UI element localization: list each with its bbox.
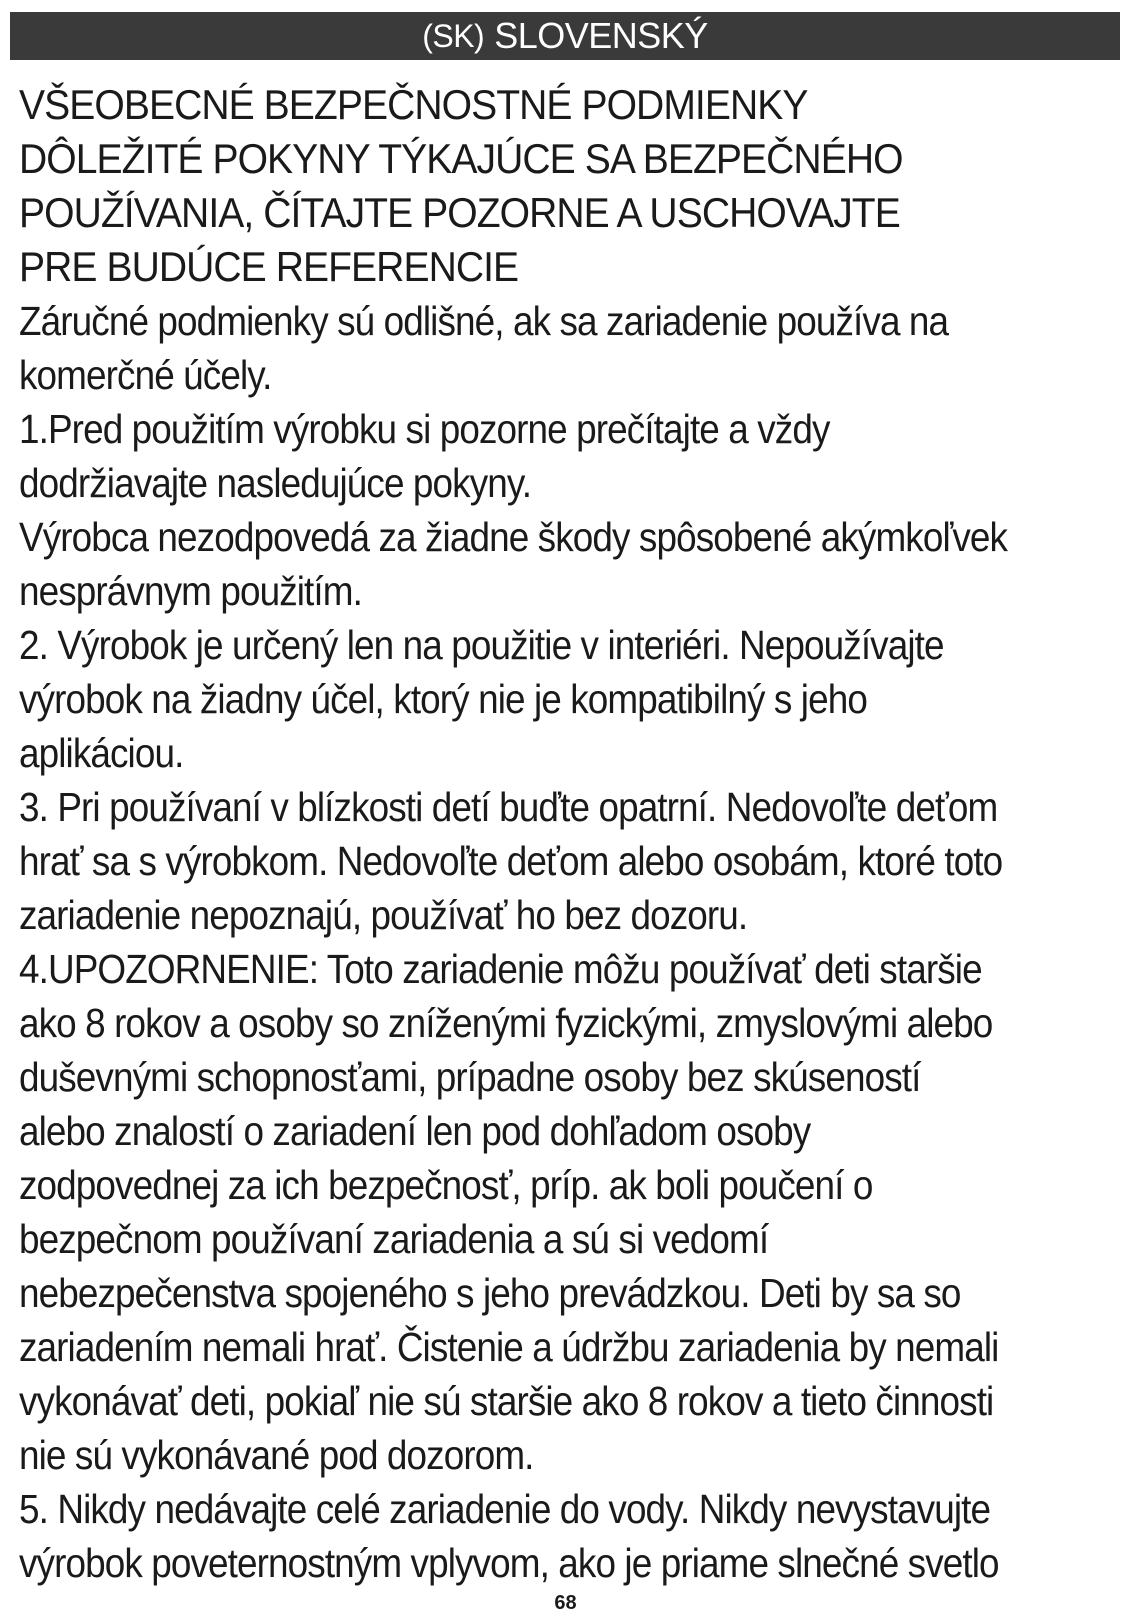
body-line: Záručné podmienky sú odlišné, ak sa zariadenie používa na <box>19 298 949 344</box>
language-code: (SK) <box>422 17 485 54</box>
body-line: nebezpečenstva spojeného s jeho prevádzkou. Deti by sa so <box>19 1270 961 1316</box>
document-body <box>19 78 1119 1590</box>
body-line: komerčné účely. <box>19 352 272 398</box>
heading-line: PRE BUDÚCE REFERENCIE <box>19 243 519 290</box>
body-line: duševnými schopnosťami, prípadne osoby bez skúseností <box>19 1054 921 1100</box>
body-line: výrobok poveternostným vplyvom, ako je priame slnečné svetlo <box>19 1540 999 1586</box>
language-title: SLOVENSKÝ <box>494 15 708 56</box>
body-line: zariadenie nepoznajú, používať ho bez dozoru. <box>19 892 748 938</box>
body-line: Výrobca nezodpovedá za žiadne škody spôsobené akýmkoľvek <box>19 514 1008 560</box>
language-header-bar <box>10 12 1120 60</box>
heading-line: POUŽÍVANIA, ČÍTAJTE POZORNE A USCHOVAJTE <box>19 189 900 236</box>
body-line: vykonávať deti, pokiaľ nie sú staršie ako 8 rokov a tieto činnosti <box>19 1378 994 1424</box>
body-line: 5. Nikdy nedávajte celé zariadenie do vody. Nikdy nevystavujte <box>19 1486 991 1532</box>
body-line: zariadením nemali hrať. Čistenie a údržbu zariadenia by nemali <box>19 1324 999 1370</box>
body-line: ako 8 rokov a osoby so zníženými fyzickými, zmyslovými alebo <box>19 1000 993 1046</box>
body-line: 2. Výrobok je určený len na použitie v interiéri. Nepoužívajte <box>19 622 944 668</box>
body-line: nesprávnym použitím. <box>19 568 362 614</box>
body-line: výrobok na žiadny účel, ktorý nie je kompatibilný s jeho <box>19 676 867 722</box>
body-line: 3. Pri používaní v blízkosti detí buďte opatrní. Nedovoľte deťom <box>19 784 998 830</box>
body-line: nie sú vykonávané pod dozorom. <box>19 1432 534 1478</box>
body-line: dodržiavajte nasledujúce pokyny. <box>19 460 532 506</box>
body-line: 4.UPOZORNENIE: Toto zariadenie môžu používať deti staršie <box>19 946 982 992</box>
heading-line: DÔLEŽITÉ POKYNY TÝKAJÚCE SA BEZPEČNÉHO <box>19 135 903 182</box>
heading-line: VŠEOBECNÉ BEZPEČNOSTNÉ PODMIENKY <box>19 81 808 128</box>
page-number: 68 <box>554 1592 577 1614</box>
body-line: bezpečnom používaní zariadenia a sú si vedomí <box>19 1216 769 1262</box>
body-line: hrať sa s výrobkom. Nedovoľte deťom alebo osobám, ktoré toto <box>19 838 1003 884</box>
body-line: aplikáciou. <box>19 730 184 776</box>
body-line: alebo znalostí o zariadení len pod dohľadom osoby <box>19 1108 811 1154</box>
body-line: zodpovednej za ich bezpečnosť, príp. ak boli poučení o <box>19 1162 873 1208</box>
body-line: 1.Pred použitím výrobku si pozorne prečítajte a vždy <box>19 406 830 452</box>
